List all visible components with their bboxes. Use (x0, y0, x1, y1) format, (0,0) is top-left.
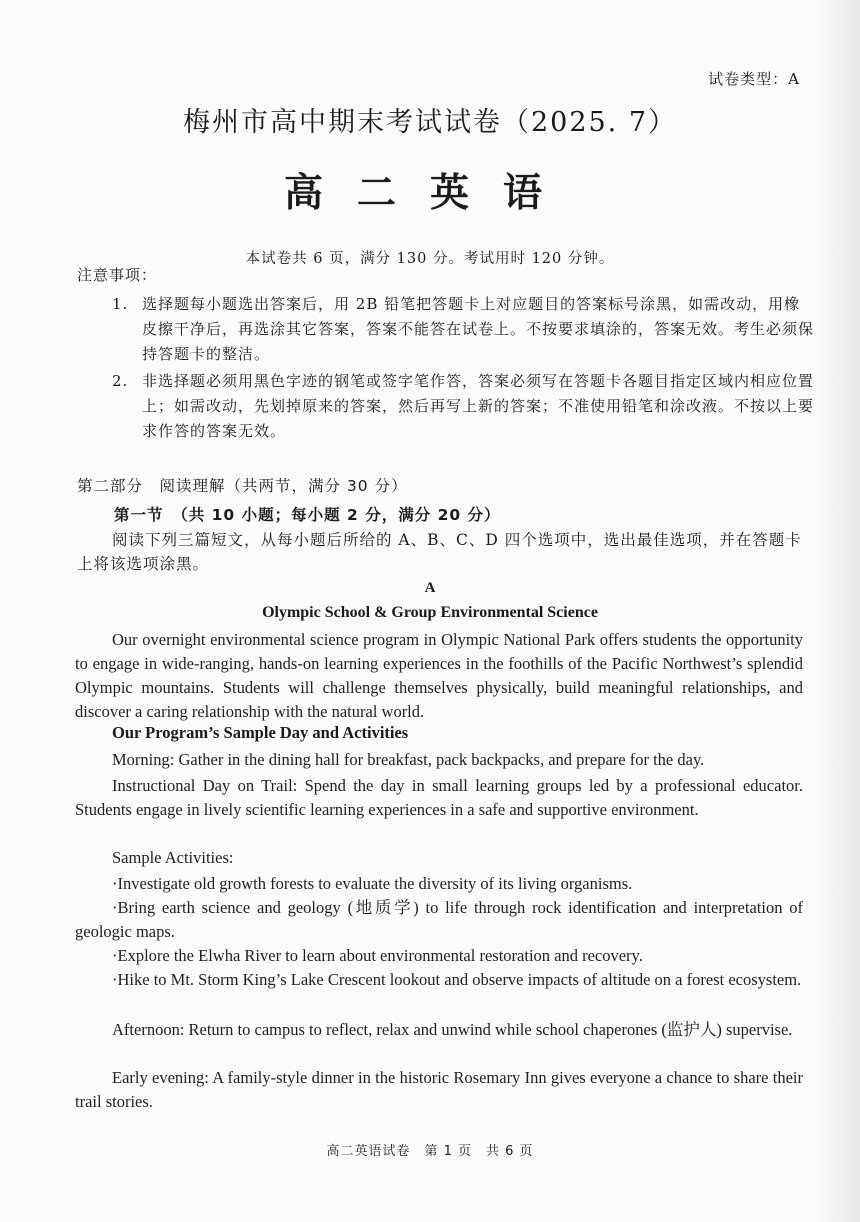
activity-item: ·Bring earth science and geology (地质学) to life through rock identification and interpretation of geologic maps. (75, 898, 803, 941)
paper-type-label: 试卷类型：A (708, 70, 800, 88)
evening-paragraph: Early evening: A family-style dinner in the historic Rosemary Inn gives everyone a chance to share their trail stories. (75, 1068, 803, 1111)
afternoon-paragraph: Afternoon: Return to campus to reflect, relax and unwind while school chaperones (监护人) supervise. (112, 1020, 793, 1039)
instructional-paragraph: Instructional Day on Trail: Spend the day in small learning groups led by a professional educator. Students engage in lively scientific learning experiences in a safe and supportive environment. (75, 776, 803, 819)
program-heading: Our Program’s Sample Day and Activities (112, 723, 409, 742)
notice-item-1 (112, 292, 814, 367)
subject-title: 高二英语 (283, 170, 576, 216)
section-heading: 第一节 （共 10 小题；每小题 2 分，满分 20 分） (114, 506, 501, 524)
exam-title: 梅州市高中期末考试试卷（2025. 7） (182, 107, 678, 138)
notice-item-text: 选择题每小题选出答案后，用 2B 铅笔把答题卡上对应题目的答案标号涂黑，如需改动，用橡皮擦干净后，再选涂其它答案，答案不能答在试卷上。不按要求填涂的，答案无效。考生必须保持答题卡的整洁。 (142, 295, 815, 363)
passage-title: Olympic School & Group Environmental Science (262, 604, 598, 621)
exam-meta: 本试卷共 6 页，满分 130 分。考试用时 120 分钟。 (245, 251, 615, 267)
notice-item-number: 1. (112, 295, 129, 313)
notice-heading: 注意事项： (77, 266, 158, 284)
part-heading: 第二部分 阅读理解（共两节，满分 30 分） (77, 477, 408, 495)
activity-item: ·Investigate old growth forests to evaluate the diversity of its living organisms. (112, 874, 633, 893)
activity-item: ·Explore the Elwha River to learn about environmental restoration and recovery. (112, 946, 643, 965)
notice-item-2 (112, 369, 814, 444)
notice-item-text: 非选择题必须用黑色字迹的钢笔或签字笔作答，答案必须写在答题卡各题目指定区域内相应位置上；如需改动，先划掉原来的答案，然后再写上新的答案；不准使用铅笔和涂改液。不按以上要求作答的答案无效。 (142, 372, 815, 440)
passage-intro: Our overnight environmental science program in Olympic National Park offers students the opportunity to engage in wide-ranging, hands-on learning experiences in the foothills of the Pacific Northwest’s splendid Olympic mountains. Students will challenge themselves physically, build meaningful relationships, and discover a caring relationship with the natural world. (75, 630, 803, 721)
sample-activities-heading: Sample Activities: (112, 848, 234, 867)
passage-letter: A (424, 580, 436, 596)
reading-instructions: 阅读下列三篇短文，从每小题后所给的 A、B、C、D 四个选项中，选出最佳选项，并在答题卡上将该选项涂黑。 (77, 531, 802, 573)
activity-item: ·Hike to Mt. Storm King’s Lake Crescent lookout and observe impacts of altitude on a forest ecosystem. (112, 970, 802, 989)
morning-paragraph: Morning: Gather in the dining hall for breakfast, pack backpacks, and prepare for the day. (112, 750, 705, 769)
page-footer: 高二英语试卷 第 1 页 共 6 页 (326, 1144, 534, 1159)
notice-item-number: 2. (112, 372, 129, 390)
